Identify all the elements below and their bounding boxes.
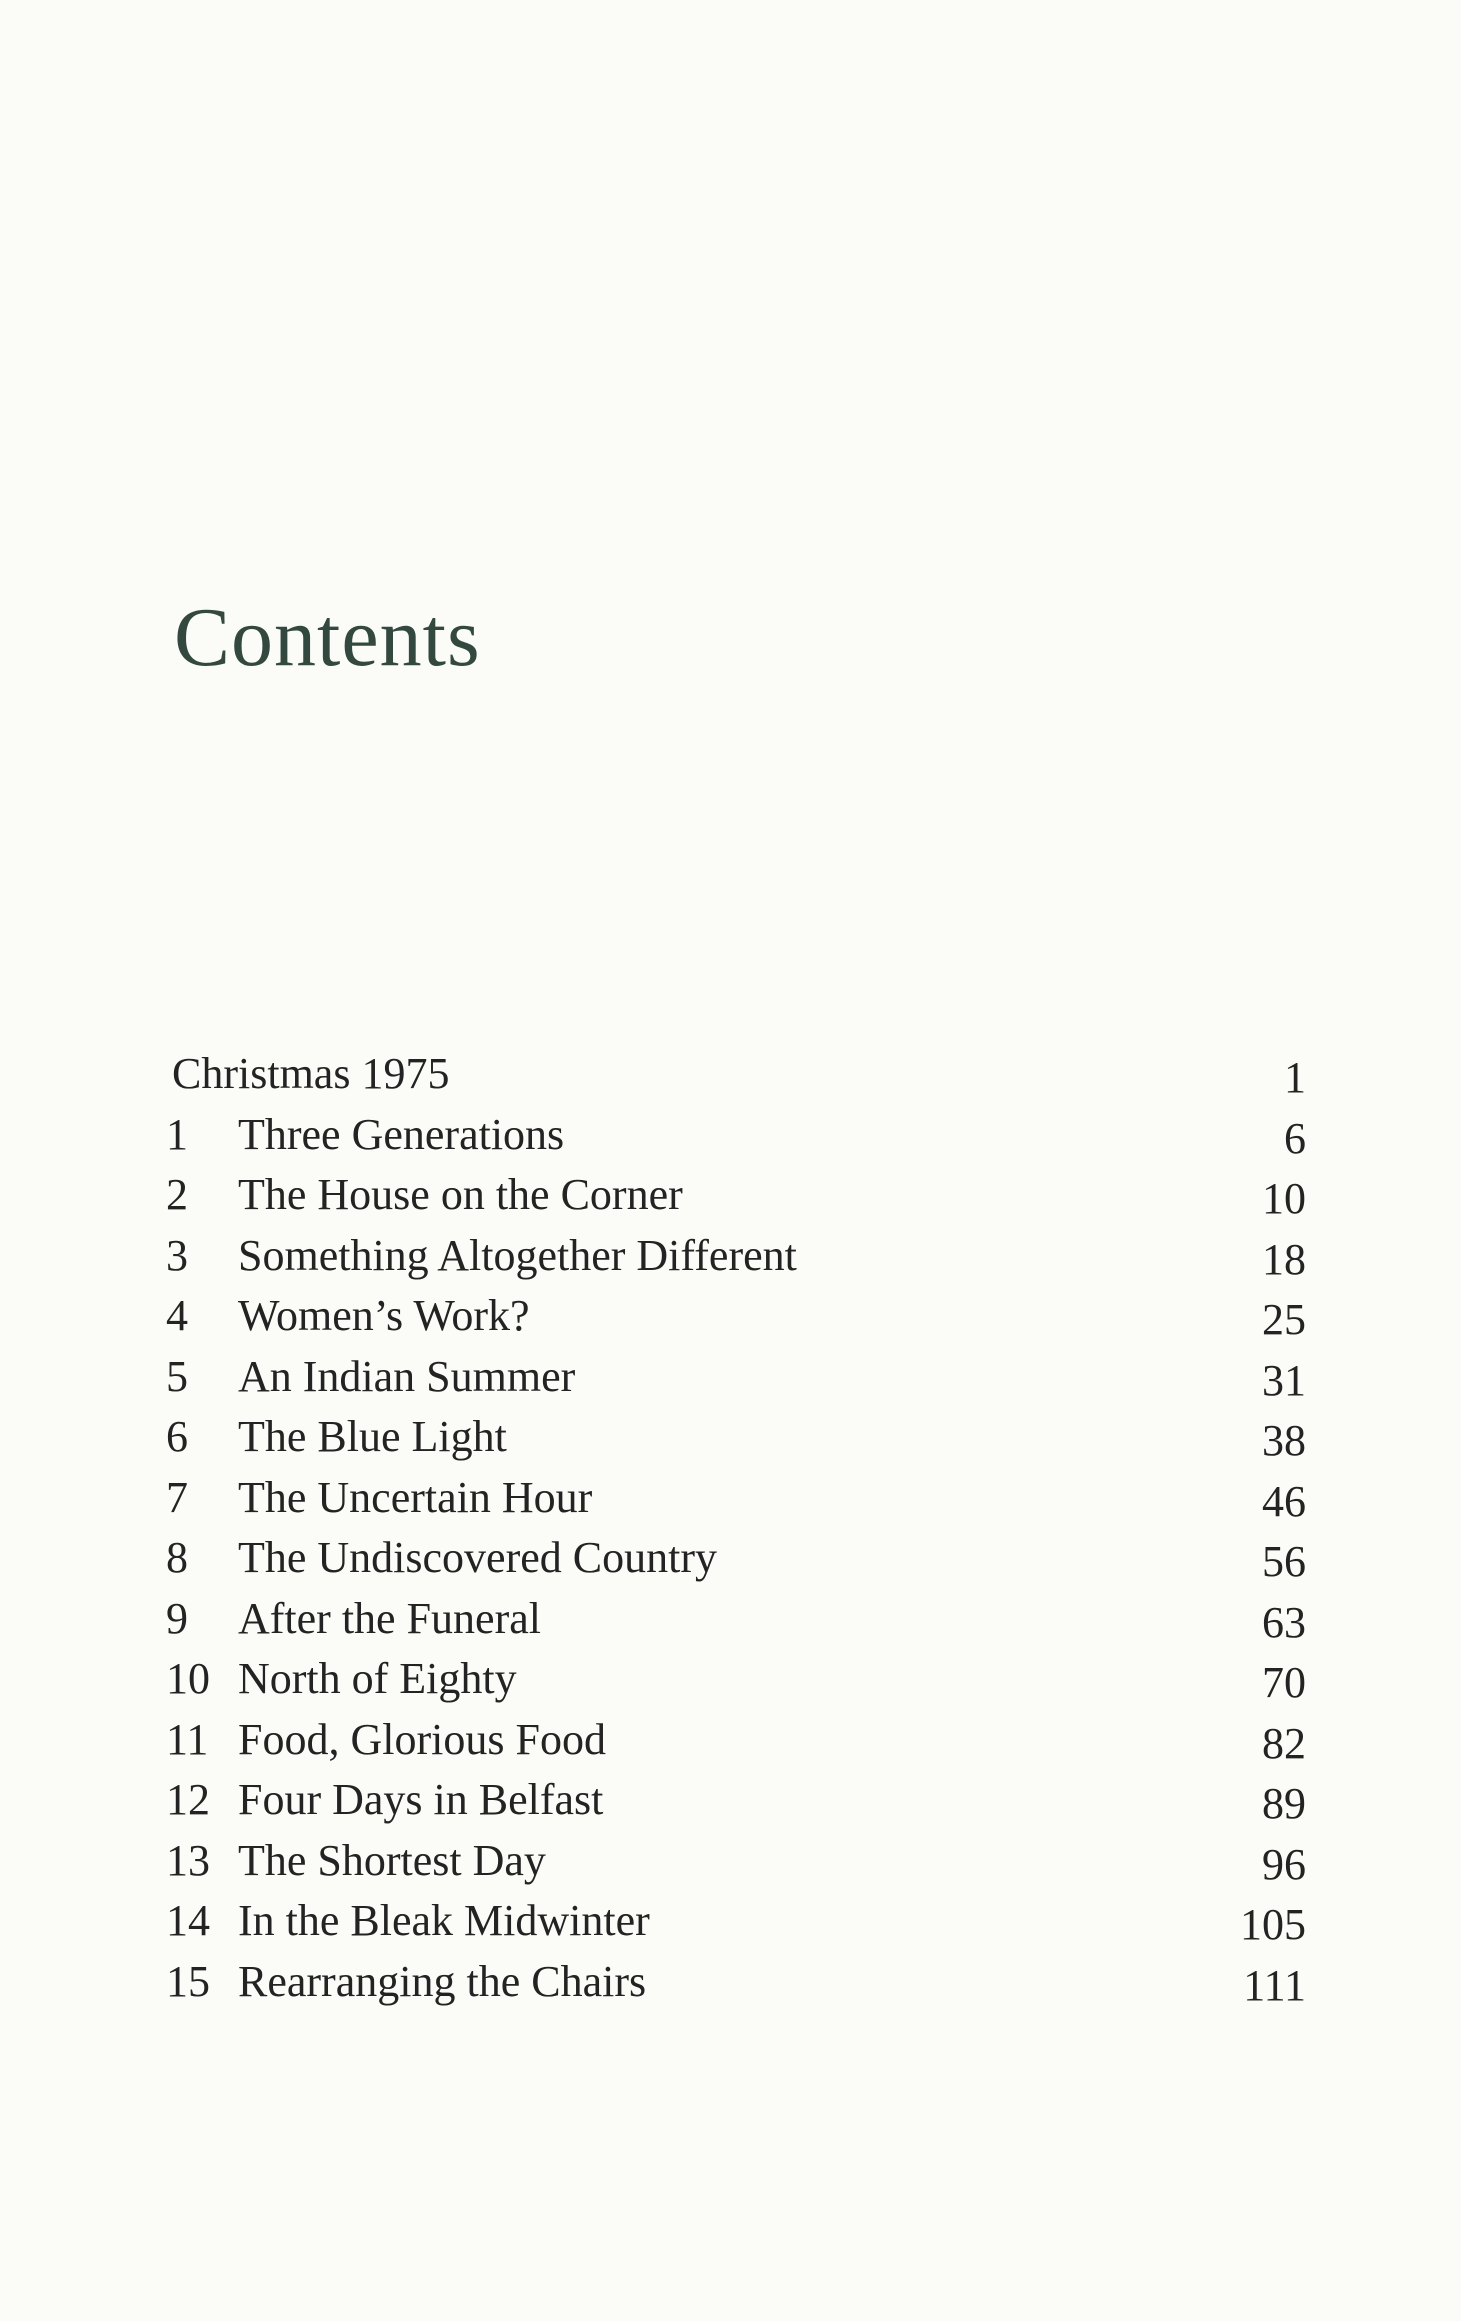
toc-page-number: 10 [1262,1174,1306,1223]
chapter-number: 3 [166,1230,188,1280]
toc-page-number: 6 [1284,1113,1306,1163]
toc-page-number: 111 [1243,1960,1306,2010]
chapter-number: 15 [166,1956,210,2006]
toc-page-number: 56 [1262,1537,1306,1586]
toc-page-number: 18 [1262,1234,1306,1284]
toc-page-number: 63 [1262,1597,1306,1647]
toc-entry-prologue [166,1044,1306,1105]
toc-entry [166,1952,1306,2013]
chapter-number: 14 [166,1896,210,1945]
toc-entry-title: After the Funeral [238,1593,541,1643]
chapter-number: 1 [166,1109,188,1159]
toc-page-number: 105 [1240,1900,1306,1949]
toc-entry-title: The Shortest Day [238,1835,546,1885]
chapter-number: 13 [166,1835,210,1885]
table-of-contents [166,1044,1306,2012]
chapter-number: 12 [166,1775,210,1824]
toc-entry [166,1710,1306,1771]
chapter-number: 2 [166,1170,188,1219]
toc-entry-title: Something Altogether Different [238,1230,797,1280]
toc-entry-title: Three Generations [238,1109,565,1159]
toc-entry [166,1831,1306,1892]
toc-entry [166,1165,1306,1226]
toc-entry-title: Food, Glorious Food [238,1714,606,1764]
toc-entry [166,1105,1306,1166]
toc-page-number: 70 [1262,1658,1306,1707]
toc-page-number: 89 [1262,1779,1306,1828]
toc-entry [166,1528,1306,1589]
toc-entry-title: The Undiscovered Country [238,1533,717,1582]
toc-page-number: 38 [1262,1416,1306,1465]
toc-page-number: 31 [1262,1355,1306,1405]
toc-entry [166,1649,1306,1710]
toc-entry [166,1468,1306,1529]
toc-entry-title: Rearranging the Chairs [238,1956,647,2006]
toc-entry [166,1347,1306,1408]
page-title: Contents [174,591,481,684]
toc-entry [166,1407,1306,1468]
toc-entry-title: Christmas 1975 [172,1049,450,1098]
chapter-number: 6 [166,1412,188,1461]
toc-entry-title: Four Days in Belfast [238,1775,604,1824]
toc-entry-title: In the Bleak Midwinter [238,1896,650,1945]
toc-entry-title: North of Eighty [238,1654,517,1703]
toc-page-number: 1 [1284,1053,1306,1102]
toc-entry-title: The Blue Light [238,1412,507,1461]
toc-entry [166,1226,1306,1287]
toc-entry [166,1589,1306,1650]
chapter-number: 7 [166,1472,188,1522]
toc-entry [166,1286,1306,1347]
chapter-number: 5 [166,1351,188,1401]
toc-page-number: 46 [1262,1476,1306,1526]
toc-page-number: 96 [1262,1839,1306,1889]
chapter-number: 9 [166,1593,188,1643]
chapter-number: 10 [166,1654,210,1703]
toc-entry [166,1770,1306,1831]
toc-entry-title: The Uncertain Hour [238,1472,593,1522]
toc-entry [166,1891,1306,1952]
toc-entry-title: An Indian Summer [238,1351,576,1401]
chapter-number: 11 [166,1714,209,1764]
toc-page-number: 82 [1262,1718,1306,1768]
toc-page-number: 25 [1262,1295,1306,1344]
chapter-number: 8 [166,1533,188,1582]
toc-entry-title: Women’s Work? [238,1291,530,1340]
toc-entry-title: The House on the Corner [238,1170,683,1219]
chapter-number: 4 [166,1291,188,1340]
